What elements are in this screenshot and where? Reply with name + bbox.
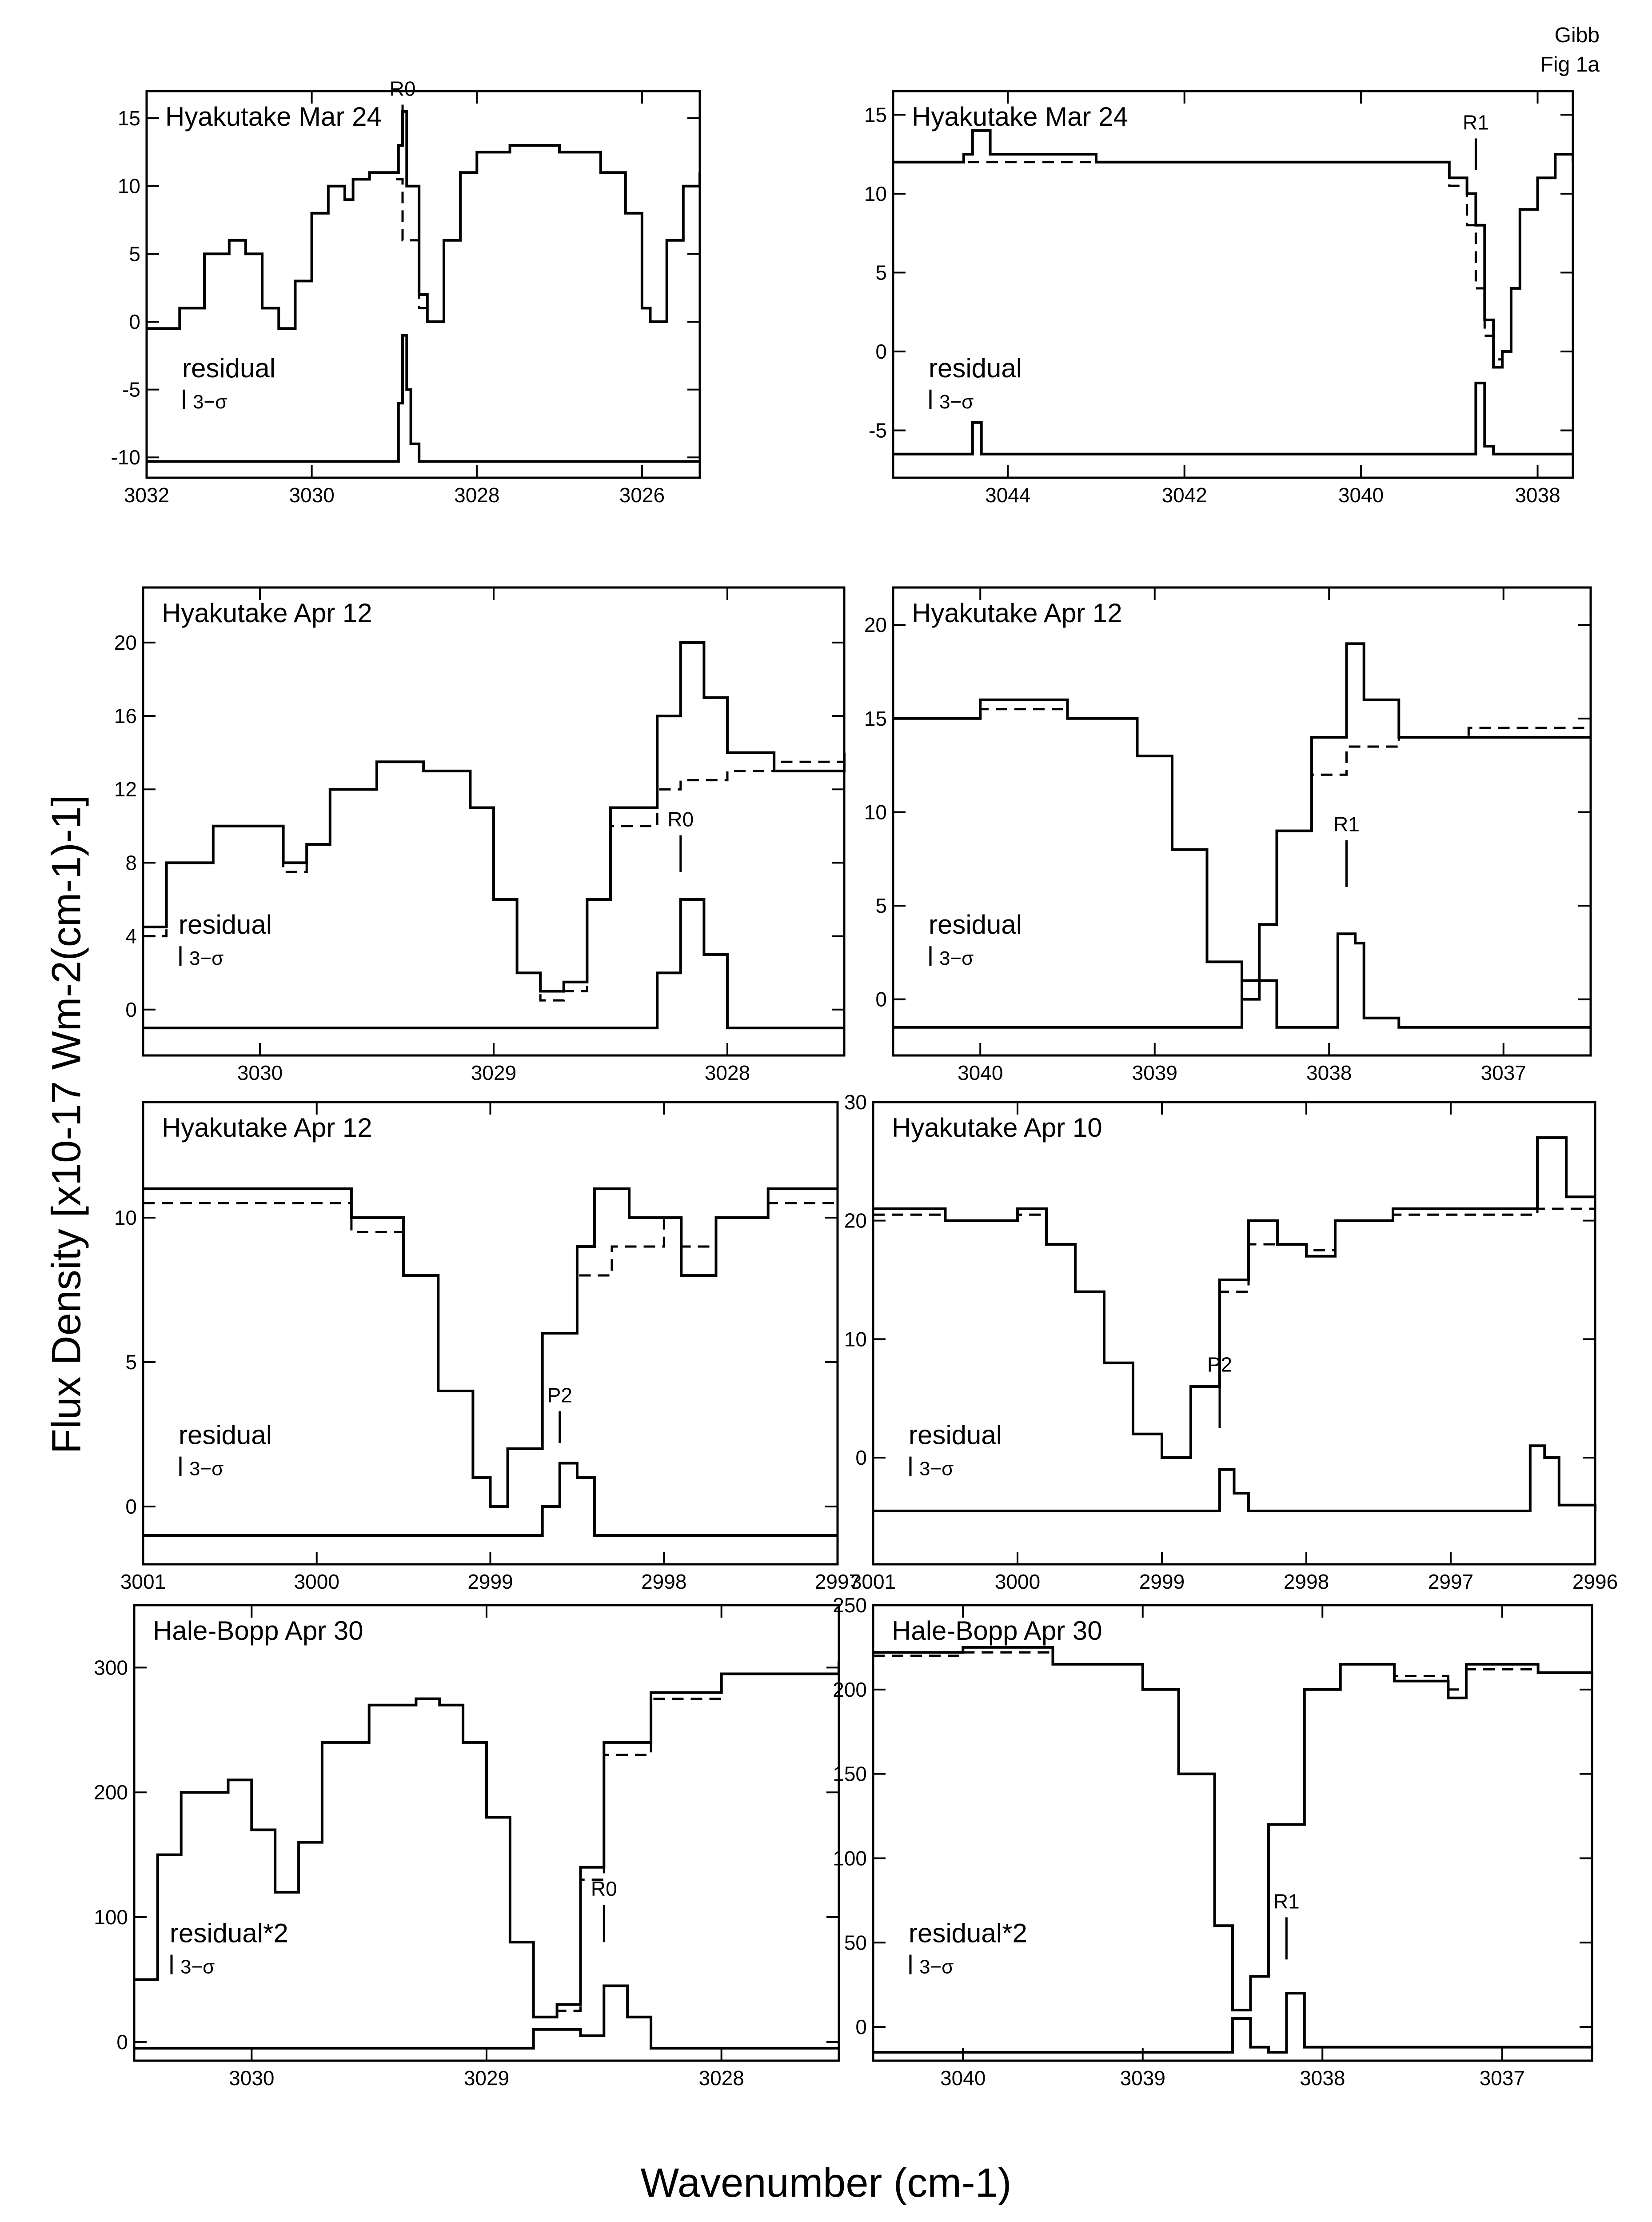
- x-tick-label: 3029: [463, 2066, 510, 2090]
- x-axis-label: Wavenumber (cm-1): [640, 2160, 1012, 2206]
- y-axis-label: Flux Density [x10-17 Wm-2(cm-1)-1]: [44, 795, 89, 1454]
- series-model: [893, 154, 1573, 360]
- panel-title: Hyakutake Apr 12: [162, 1113, 372, 1143]
- x-tick-label: 3030: [237, 1061, 283, 1084]
- x-tick-label: 3030: [229, 2066, 275, 2090]
- line-label: R0: [389, 77, 416, 100]
- panel-title: Hale-Bopp Apr 30: [153, 1616, 363, 1646]
- y-tick-label: -10: [111, 446, 140, 469]
- y-tick-label: 0: [875, 340, 887, 363]
- panel-title: Hale-Bopp Apr 30: [892, 1616, 1102, 1646]
- x-tick-label: 3039: [1132, 1061, 1177, 1084]
- y-tick-label: 10: [114, 1206, 137, 1229]
- y-tick-label: 100: [94, 1906, 128, 1929]
- residual-label: residual: [929, 910, 1022, 940]
- series-residual: [893, 383, 1573, 454]
- series-observed: [873, 1647, 1592, 2010]
- line-label: R0: [667, 807, 694, 831]
- y-tick-label: -5: [869, 419, 887, 442]
- plot-frame: [893, 91, 1573, 478]
- x-tick-label: 3038: [1306, 1061, 1352, 1084]
- chart-panel-1: [111, 77, 700, 507]
- chart-panel-7: [94, 1605, 839, 2090]
- x-tick-label: 3039: [1120, 2066, 1165, 2090]
- sigma-label: 3−σ: [919, 1956, 954, 1978]
- y-tick-label: 0: [129, 310, 140, 333]
- x-tick-label: 3030: [289, 484, 335, 507]
- line-label: P2: [1207, 1353, 1233, 1376]
- sigma-label: 3−σ: [939, 947, 974, 970]
- y-tick-label: 5: [125, 1351, 137, 1374]
- y-tick-label: 5: [875, 894, 887, 918]
- x-tick-label: 3028: [454, 484, 500, 507]
- x-tick-label: 3028: [704, 1061, 750, 1084]
- chart-panel-2: [864, 91, 1573, 507]
- x-tick-label: 3040: [958, 1061, 1003, 1084]
- residual-label: residual*2: [170, 1918, 288, 1948]
- y-tick-label: 20: [844, 1209, 867, 1232]
- y-tick-label: 50: [844, 1931, 867, 1954]
- x-tick-label: 2998: [1283, 1570, 1329, 1593]
- y-tick-label: 10: [844, 1327, 867, 1351]
- y-tick-label: 200: [833, 1678, 867, 1701]
- series-model: [143, 753, 844, 1001]
- y-tick-label: 100: [833, 1846, 867, 1870]
- x-tick-label: 3037: [1479, 2066, 1525, 2090]
- y-tick-label: 12: [114, 778, 137, 801]
- sigma-label: 3−σ: [189, 947, 224, 970]
- x-tick-label: 3028: [698, 2066, 744, 2090]
- chart-panel-6: [844, 1091, 1618, 1593]
- chart-panel-3: [114, 587, 844, 1084]
- x-tick-label: 2997: [814, 1570, 861, 1593]
- x-tick-label: 2996: [1572, 1570, 1618, 1593]
- series-observed: [893, 131, 1573, 368]
- y-tick-label: 10: [117, 174, 140, 198]
- residual-label: residual: [929, 353, 1022, 383]
- figure-id-line1: Gibb: [1554, 24, 1600, 47]
- residual-label: residual: [179, 910, 272, 940]
- y-tick-label: 5: [875, 261, 887, 284]
- series-observed: [893, 643, 1591, 999]
- x-tick-label: 3042: [1161, 484, 1207, 507]
- series-residual: [873, 1446, 1595, 1511]
- residual-label: residual*2: [909, 1918, 1027, 1948]
- x-tick-label: 3040: [940, 2066, 986, 2090]
- panel-title: Hyakutake Apr 12: [912, 598, 1122, 628]
- y-tick-label: 8: [125, 851, 137, 875]
- panels-group: [94, 77, 1618, 2090]
- panel-title: Hyakutake Apr 10: [892, 1113, 1102, 1143]
- line-label: P2: [547, 1383, 572, 1407]
- y-tick-label: 0: [125, 1495, 137, 1518]
- y-tick-label: 0: [875, 987, 887, 1011]
- y-tick-label: 20: [114, 631, 137, 654]
- panel-title: Hyakutake Mar 24: [165, 102, 382, 132]
- sigma-label: 3−σ: [180, 1956, 215, 1978]
- series-observed: [147, 112, 700, 328]
- y-tick-label: 0: [855, 2015, 867, 2039]
- residual-label: residual: [182, 353, 276, 383]
- y-tick-label: 15: [117, 107, 140, 130]
- plot-frame: [147, 91, 700, 478]
- y-tick-label: 0: [855, 1446, 867, 1469]
- series-observed: [143, 1189, 838, 1507]
- x-tick-label: 2999: [467, 1570, 513, 1593]
- x-tick-label: 2997: [1428, 1570, 1474, 1593]
- x-tick-label: 3026: [619, 484, 665, 507]
- y-tick-label: 5: [129, 242, 140, 266]
- figure-id-line2: Fig 1a: [1540, 53, 1600, 76]
- y-tick-label: 15: [864, 707, 887, 730]
- y-tick-label: 30: [844, 1091, 867, 1114]
- x-tick-label: 3044: [985, 484, 1031, 507]
- y-tick-label: 150: [833, 1762, 867, 1786]
- y-tick-label: 4: [125, 924, 137, 948]
- series-model: [134, 1661, 839, 2017]
- line-label: R1: [1333, 812, 1360, 836]
- y-tick-label: 10: [864, 800, 887, 824]
- sigma-label: 3−σ: [189, 1458, 224, 1480]
- y-tick-label: -5: [122, 378, 140, 401]
- x-tick-label: 3029: [471, 1061, 517, 1084]
- series-observed: [134, 1661, 839, 2017]
- line-label: R1: [1273, 1890, 1300, 1913]
- x-tick-label: 3038: [1515, 484, 1560, 507]
- series-observed: [873, 1138, 1595, 1458]
- y-tick-label: 250: [833, 1594, 867, 1617]
- y-tick-label: 300: [94, 1656, 128, 1679]
- series-model: [893, 709, 1591, 999]
- residual-label: residual: [909, 1420, 1002, 1450]
- x-tick-label: 3032: [124, 484, 170, 507]
- series-model: [147, 145, 700, 328]
- panel-title: Hyakutake Apr 12: [162, 598, 372, 628]
- series-model: [143, 1203, 838, 1507]
- y-tick-label: 0: [125, 998, 137, 1021]
- y-tick-label: 15: [864, 103, 887, 127]
- y-tick-label: 0: [116, 2030, 128, 2054]
- line-label: R0: [591, 1877, 617, 1900]
- sigma-label: 3−σ: [919, 1458, 954, 1480]
- residual-label: residual: [179, 1420, 272, 1450]
- y-tick-label: 10: [864, 182, 887, 205]
- y-tick-label: 16: [114, 704, 137, 728]
- series-residual: [893, 934, 1591, 1027]
- plot-frame: [873, 1102, 1595, 1564]
- sigma-label: 3−σ: [193, 391, 227, 413]
- panel-title: Hyakutake Mar 24: [912, 102, 1128, 132]
- x-tick-label: 3001: [850, 1570, 896, 1593]
- x-tick-label: 3000: [994, 1570, 1041, 1593]
- chart-panel-5: [114, 1102, 860, 1593]
- chart-panel-4: [864, 587, 1591, 1084]
- x-tick-label: 3000: [294, 1570, 339, 1593]
- x-tick-label: 3038: [1300, 2066, 1345, 2090]
- chart-panel-8: [833, 1594, 1592, 2090]
- y-tick-label: 20: [864, 613, 887, 637]
- x-tick-label: 3040: [1338, 484, 1384, 507]
- x-tick-label: 2999: [1139, 1570, 1185, 1593]
- series-residual: [134, 1986, 839, 2048]
- line-label: R1: [1463, 111, 1489, 134]
- y-tick-label: 200: [94, 1781, 128, 1804]
- x-tick-label: 2998: [641, 1570, 687, 1593]
- x-tick-label: 3037: [1480, 1061, 1526, 1084]
- sigma-label: 3−σ: [939, 391, 974, 413]
- x-tick-label: 3001: [120, 1570, 166, 1593]
